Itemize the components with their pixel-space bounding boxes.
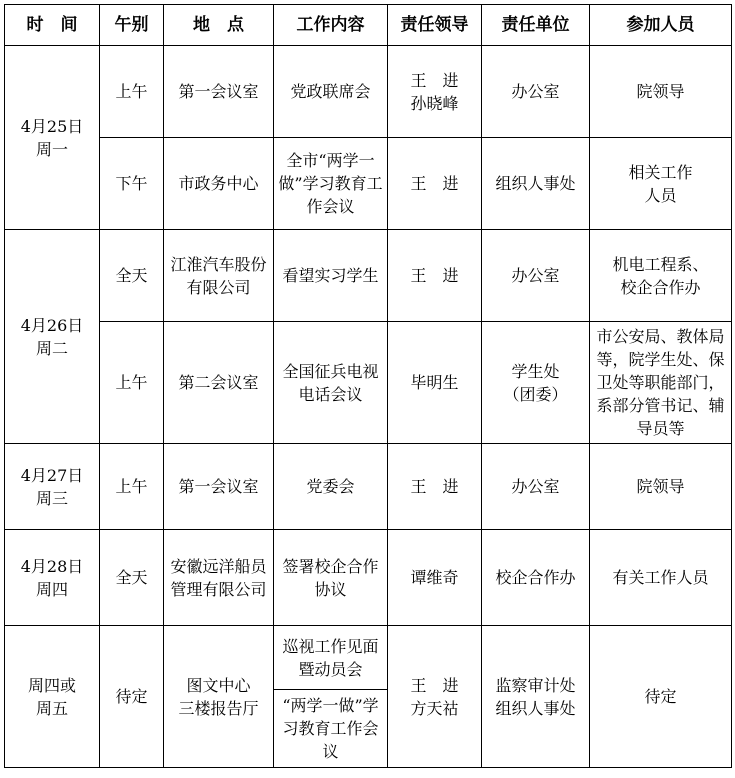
attendees-cell: 有关工作人员 — [590, 530, 732, 626]
content-cell: 签署校企合作协议 — [274, 530, 388, 626]
header-period: 午别 — [100, 5, 164, 46]
header-row — [5, 5, 732, 46]
header-leader: 责任领导 — [388, 5, 482, 46]
content-cell: 看望实习学生 — [274, 230, 388, 322]
time-cell: 4月27日 周三 — [5, 444, 100, 530]
header-time: 时 间 — [5, 5, 100, 46]
period-cell: 待定 — [100, 626, 164, 768]
header-content: 工作内容 — [274, 5, 388, 46]
period-cell: 上午 — [100, 322, 164, 444]
place-cell: 第一会议室 — [164, 444, 274, 530]
time-cell: 4月25日 周一 — [5, 46, 100, 230]
attendees-cell: 院领导 — [590, 46, 732, 138]
content-cell: 党政联席会 — [274, 46, 388, 138]
table-row — [5, 530, 732, 626]
header-place: 地 点 — [164, 5, 274, 46]
period-cell: 上午 — [100, 46, 164, 138]
attendees-cell: 相关工作 人员 — [590, 138, 732, 230]
leader-cell: 毕明生 — [388, 322, 482, 444]
leader-cell: 谭维奇 — [388, 530, 482, 626]
place-cell: 图文中心 三楼报告厅 — [164, 626, 274, 768]
content-cell: 全市“两学一做”学习教育工作会议 — [274, 138, 388, 230]
content-cell: 巡视工作见面暨动员会 — [274, 626, 388, 690]
table-row — [5, 322, 732, 444]
content-cell: 党委会 — [274, 444, 388, 530]
unit-cell: 办公室 — [482, 46, 590, 138]
time-cell: 4月28日 周四 — [5, 530, 100, 626]
period-cell: 全天 — [100, 230, 164, 322]
attendees-cell: 待定 — [590, 626, 732, 768]
table-row — [5, 444, 732, 530]
place-cell: 安徽远洋船员管理有限公司 — [164, 530, 274, 626]
period-cell: 上午 — [100, 444, 164, 530]
leader-cell: 王 进 — [388, 444, 482, 530]
time-cell: 4月26日 周二 — [5, 230, 100, 444]
leader-cell: 王 进 — [388, 230, 482, 322]
unit-cell: 校企合作办 — [482, 530, 590, 626]
table-row — [5, 626, 732, 690]
place-cell: 市政务中心 — [164, 138, 274, 230]
unit-cell: 组织人事处 — [482, 138, 590, 230]
leader-cell: 王 进 — [388, 138, 482, 230]
table-row — [5, 138, 732, 230]
place-cell: 第二会议室 — [164, 322, 274, 444]
time-cell: 周四或 周五 — [5, 626, 100, 768]
leader-cell: 王 进 孙晓峰 — [388, 46, 482, 138]
period-cell: 下午 — [100, 138, 164, 230]
unit-cell: 监察审计处 组织人事处 — [482, 626, 590, 768]
attendees-cell: 市公安局、教体局等，院学生处、保卫处等职能部门，系部分管书记、辅导员等 — [590, 322, 732, 444]
attendees-cell: 院领导 — [590, 444, 732, 530]
content-cell: 全国征兵电视电话会议 — [274, 322, 388, 444]
place-cell: 第一会议室 — [164, 46, 274, 138]
attendees-cell: 机电工程系、 校企合作办 — [590, 230, 732, 322]
unit-cell: 办公室 — [482, 230, 590, 322]
leader-cell: 王 进 方天祜 — [388, 626, 482, 768]
table-row — [5, 230, 732, 322]
header-attendees: 参加人员 — [590, 5, 732, 46]
unit-cell: 办公室 — [482, 444, 590, 530]
header-unit: 责任单位 — [482, 5, 590, 46]
period-cell: 全天 — [100, 530, 164, 626]
unit-cell: 学生处 （团委） — [482, 322, 590, 444]
table-row — [5, 46, 732, 138]
content-cell: “两学一做”学习教育工作会议 — [274, 690, 388, 768]
schedule-table — [4, 4, 732, 768]
place-cell: 江淮汽车股份有限公司 — [164, 230, 274, 322]
